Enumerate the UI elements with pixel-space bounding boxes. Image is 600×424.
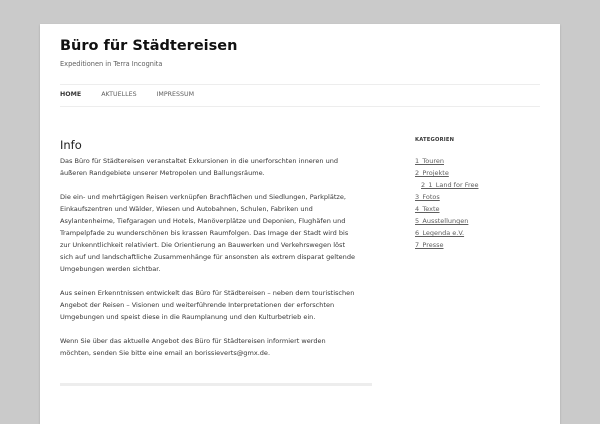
paragraph-line: Die ein- und mehrtägigen Reisen verknüpfen Brachflächen und Siedlungen, Parkplätze, [60, 193, 346, 201]
nav-item-home[interactable]: HOME [60, 91, 82, 98]
category-link-legenda[interactable]: 6_Legenda e.V. [415, 229, 465, 237]
page-container [40, 24, 560, 424]
category-item [415, 203, 478, 215]
category-item [415, 167, 478, 179]
category-link-ausstellungen[interactable]: 5_Ausstellungen [415, 217, 469, 225]
paragraph-line: sich auf und landschaftliche Zusammenhänge für ansonsten als extrem disparat geltende [60, 253, 356, 261]
paragraph-line: Angebot der Reisen – Visionen und weiterführende Interpretationen der erforschten [60, 301, 335, 309]
paragraph-line: Aus seinen Erkenntnissen entwickelt das Büro für Städtereisen – neben dem touristischen [60, 289, 355, 297]
category-item [415, 191, 478, 203]
nav-item-aktuelles[interactable]: AKTUELLES [101, 91, 137, 98]
paragraph-contact [60, 335, 380, 359]
category-link-touren[interactable]: 1_Touren [415, 157, 444, 165]
site-description: Expeditionen in Terra Incognita [60, 60, 163, 68]
category-link-projekte[interactable]: 2_Projekte [415, 169, 449, 177]
entry-content [60, 155, 380, 371]
category-link-land-for-free[interactable]: 2_1_Land for Free [421, 181, 479, 189]
nav-divider-bottom [60, 106, 540, 107]
paragraph-line: Umgebungen werden sichtbar. [60, 265, 161, 273]
categories-widget-title: KATEGORIEN [415, 137, 455, 144]
categories-list [415, 155, 478, 251]
nav-divider-top [60, 84, 540, 85]
paragraph-intro [60, 155, 380, 179]
paragraph-line: Einkaufszentren und Wälder, Wiesen und Autobahnen, Schulen, Fabriken und [60, 205, 313, 213]
nav-item-impressum[interactable]: IMPRESSUM [156, 91, 195, 98]
paragraph-travel [60, 191, 380, 275]
category-link-texte[interactable]: 4_Texte [415, 205, 440, 213]
category-item [415, 239, 478, 251]
main-navigation [60, 91, 214, 98]
category-link-fotos[interactable]: 3_Fotos [415, 193, 440, 201]
category-link-presse[interactable]: 7_Presse [415, 241, 444, 249]
paragraph-line: äußeren Randgebiete unserer Metropolen und Ballungsräume. [60, 169, 265, 177]
paragraph-line: Umgebungen und speist diese in die Raumplanung und den Kulturbetrieb ein. [60, 313, 316, 321]
paragraph-line: Asylantenheime, Tiefgaragen und Hotels, Manöverplätze und Deponien, Flughäfen und [60, 217, 346, 225]
paragraph-line: Das Büro für Städtereisen veranstaltet Exkursionen in die unerforschten inneren und [60, 157, 339, 165]
paragraph-insights [60, 287, 380, 323]
page-title: Info [60, 137, 82, 152]
paragraph-line: möchten, senden Sie bitte eine email an borissieverts@gmx.de. [60, 349, 271, 357]
category-item-child [415, 179, 478, 191]
category-item [415, 227, 478, 239]
paragraph-line: zur Unkenntlichkeit relativiert. Die Orientierung an Bauwerken und Verkehrswegen löst [60, 241, 346, 249]
site-title[interactable]: Büro für Städtereisen [60, 38, 238, 54]
paragraph-line: Trampelpfade zu wunderschönen bis krassen Raumfolgen. Das Image der Stadt wird bis [60, 229, 349, 237]
entry-divider [60, 383, 372, 386]
category-item [415, 215, 478, 227]
paragraph-line: Wenn Sie über das aktuelle Angebot des Büro für Städtereisen informiert werden [60, 337, 326, 345]
category-item [415, 155, 478, 167]
